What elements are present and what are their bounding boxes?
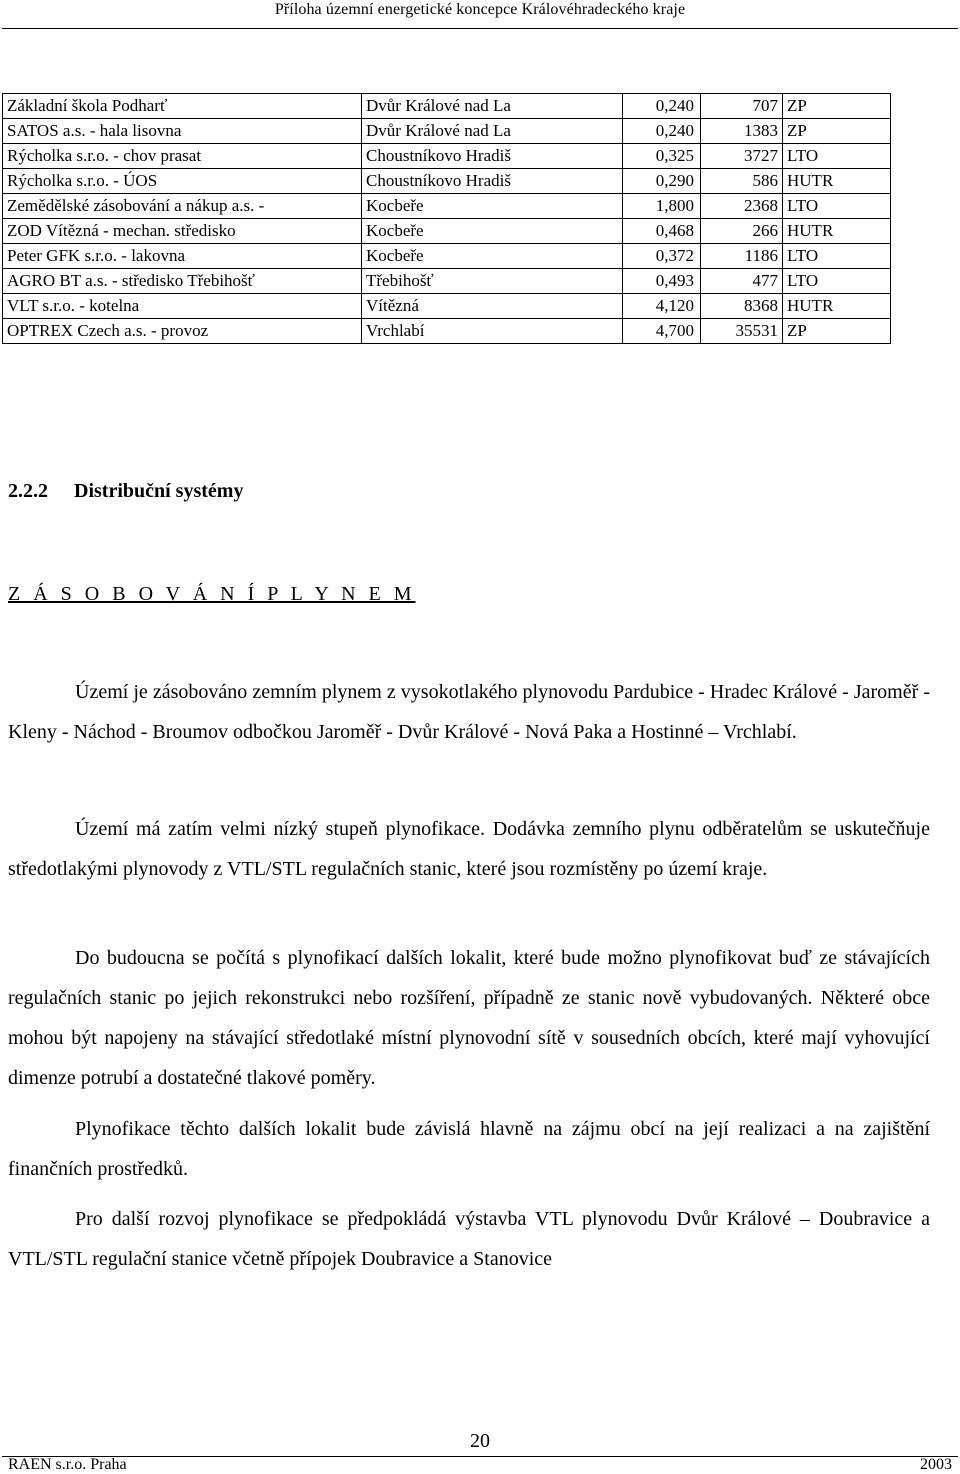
cell-fuel: ZP bbox=[783, 94, 891, 119]
cell-fuel: ZP bbox=[783, 119, 891, 144]
cell-value: 1,800 bbox=[623, 194, 701, 219]
caps-heading: Z Á S O B O V Á N Í P L Y N E M bbox=[8, 583, 416, 605]
section-title: Distribuční systémy bbox=[74, 480, 244, 502]
cell-organization: Rýcholka s.r.o. - chov prasat bbox=[3, 144, 362, 169]
cell-amount: 2368 bbox=[701, 194, 783, 219]
table-row bbox=[3, 169, 891, 194]
cell-organization: Základní škola Podharť bbox=[3, 94, 362, 119]
cell-value: 0,493 bbox=[623, 269, 701, 294]
cell-amount: 35531 bbox=[701, 319, 783, 344]
table-row bbox=[3, 194, 891, 219]
consumers-table bbox=[2, 93, 891, 344]
cell-fuel: LTO bbox=[783, 269, 891, 294]
table-row bbox=[3, 144, 891, 169]
table-row bbox=[3, 294, 891, 319]
cell-location: Dvůr Králové nad La bbox=[362, 94, 623, 119]
cell-amount: 707 bbox=[701, 94, 783, 119]
table-row bbox=[3, 119, 891, 144]
cell-amount: 3727 bbox=[701, 144, 783, 169]
cell-organization: ZOD Vítězná - mechan. středisko bbox=[3, 219, 362, 244]
cell-location: Kocbeře bbox=[362, 219, 623, 244]
cell-location: Vrchlabí bbox=[362, 319, 623, 344]
table-row bbox=[3, 244, 891, 269]
cell-organization: Zemědělské zásobování a nákup a.s. - bbox=[3, 194, 362, 219]
cell-location: Třebihošť bbox=[362, 269, 623, 294]
cell-amount: 477 bbox=[701, 269, 783, 294]
paragraph-5: Pro další rozvoj plynofikace se předpokládá výstavba VTL plynovodu Dvůr Králové – Doubravice a VTL/STL regulační stanice včetně přípojek Doubravice a Stanovice bbox=[8, 1208, 930, 1270]
cell-amount: 586 bbox=[701, 169, 783, 194]
footer-company: RAEN s.r.o. Praha bbox=[8, 1456, 127, 1473]
cell-amount: 1186 bbox=[701, 244, 783, 269]
cell-organization: Rýcholka s.r.o. - ÚOS bbox=[3, 169, 362, 194]
cell-fuel: HUTR bbox=[783, 169, 891, 194]
cell-value: 0,240 bbox=[623, 94, 701, 119]
table-row bbox=[3, 219, 891, 244]
cell-organization: AGRO BT a.s. - středisko Třebihošť bbox=[3, 269, 362, 294]
section-heading bbox=[8, 480, 243, 503]
cell-amount: 1383 bbox=[701, 119, 783, 144]
cell-organization: VLT s.r.o. - kotelna bbox=[3, 294, 362, 319]
cell-organization: SATOS a.s. - hala lisovna bbox=[3, 119, 362, 144]
footer-year: 2003 bbox=[920, 1456, 952, 1473]
cell-location: Vítězná bbox=[362, 294, 623, 319]
cell-value: 0,290 bbox=[623, 169, 701, 194]
cell-organization: Peter GFK s.r.o. - lakovna bbox=[3, 244, 362, 269]
section-number: 2.2.2 bbox=[8, 480, 48, 502]
paragraph-4: Plynofikace těchto dalších lokalit bude závislá hlavně na zájmu obcí na její realizaci a na zajištění finančních prostředků. bbox=[8, 1118, 930, 1180]
cell-amount: 266 bbox=[701, 219, 783, 244]
cell-fuel: LTO bbox=[783, 244, 891, 269]
cell-value: 4,120 bbox=[623, 294, 701, 319]
table-row bbox=[3, 94, 891, 119]
cell-value: 0,372 bbox=[623, 244, 701, 269]
cell-fuel: LTO bbox=[783, 194, 891, 219]
table-row bbox=[3, 319, 891, 344]
cell-location: Dvůr Králové nad La bbox=[362, 119, 623, 144]
cell-location: Choustníkovo Hradiš bbox=[362, 144, 623, 169]
cell-value: 0,468 bbox=[623, 219, 701, 244]
cell-organization: OPTREX Czech a.s. - provoz bbox=[3, 319, 362, 344]
paragraph-2: Území má zatím velmi nízký stupeň plynofikace. Dodávka zemního plynu odběratelům se uskutečňuje středotlakými plynovody z VTL/STL regulačních stanic, které jsou rozmístěny po území kraje. bbox=[8, 818, 930, 880]
cell-value: 4,700 bbox=[623, 319, 701, 344]
paragraph-3: Do budoucna se počítá s plynofikací dalších lokalit, které bude možno plynofikovat buď ze stávajících regulačních stanic po jejich rekonstrukci nebo rozšíření, případně ze stanic nově vybudovaných. Některé obce mohou být napojeny na stávající středotlaké místní plynovodní sítě v sousedních obcích, které mají vyhovující dimenze potrubí a dostatečné tlakové poměry. bbox=[8, 947, 930, 1089]
cell-fuel: ZP bbox=[783, 319, 891, 344]
cell-location: Kocbeře bbox=[362, 244, 623, 269]
cell-fuel: HUTR bbox=[783, 219, 891, 244]
cell-location: Kocbeře bbox=[362, 194, 623, 219]
page-number: 20 bbox=[470, 1430, 490, 1452]
cell-amount: 8368 bbox=[701, 294, 783, 319]
page-header: Příloha územní energetické koncepce Královéhradeckého kraje bbox=[274, 1, 686, 18]
header-rule bbox=[2, 28, 958, 29]
footer-rule bbox=[2, 1456, 958, 1457]
table-row bbox=[3, 269, 891, 294]
cell-location: Choustníkovo Hradiš bbox=[362, 169, 623, 194]
cell-fuel: HUTR bbox=[783, 294, 891, 319]
cell-value: 0,325 bbox=[623, 144, 701, 169]
paragraph-1: Území je zásobováno zemním plynem z vysokotlakého plynovodu Pardubice - Hradec Králové - Jaroměř - Kleny - Náchod - Broumov odbočkou Jaroměř - Dvůr Králové - Nová Paka a Hostinné – Vrchlabí. bbox=[8, 681, 930, 743]
cell-fuel: LTO bbox=[783, 144, 891, 169]
cell-value: 0,240 bbox=[623, 119, 701, 144]
